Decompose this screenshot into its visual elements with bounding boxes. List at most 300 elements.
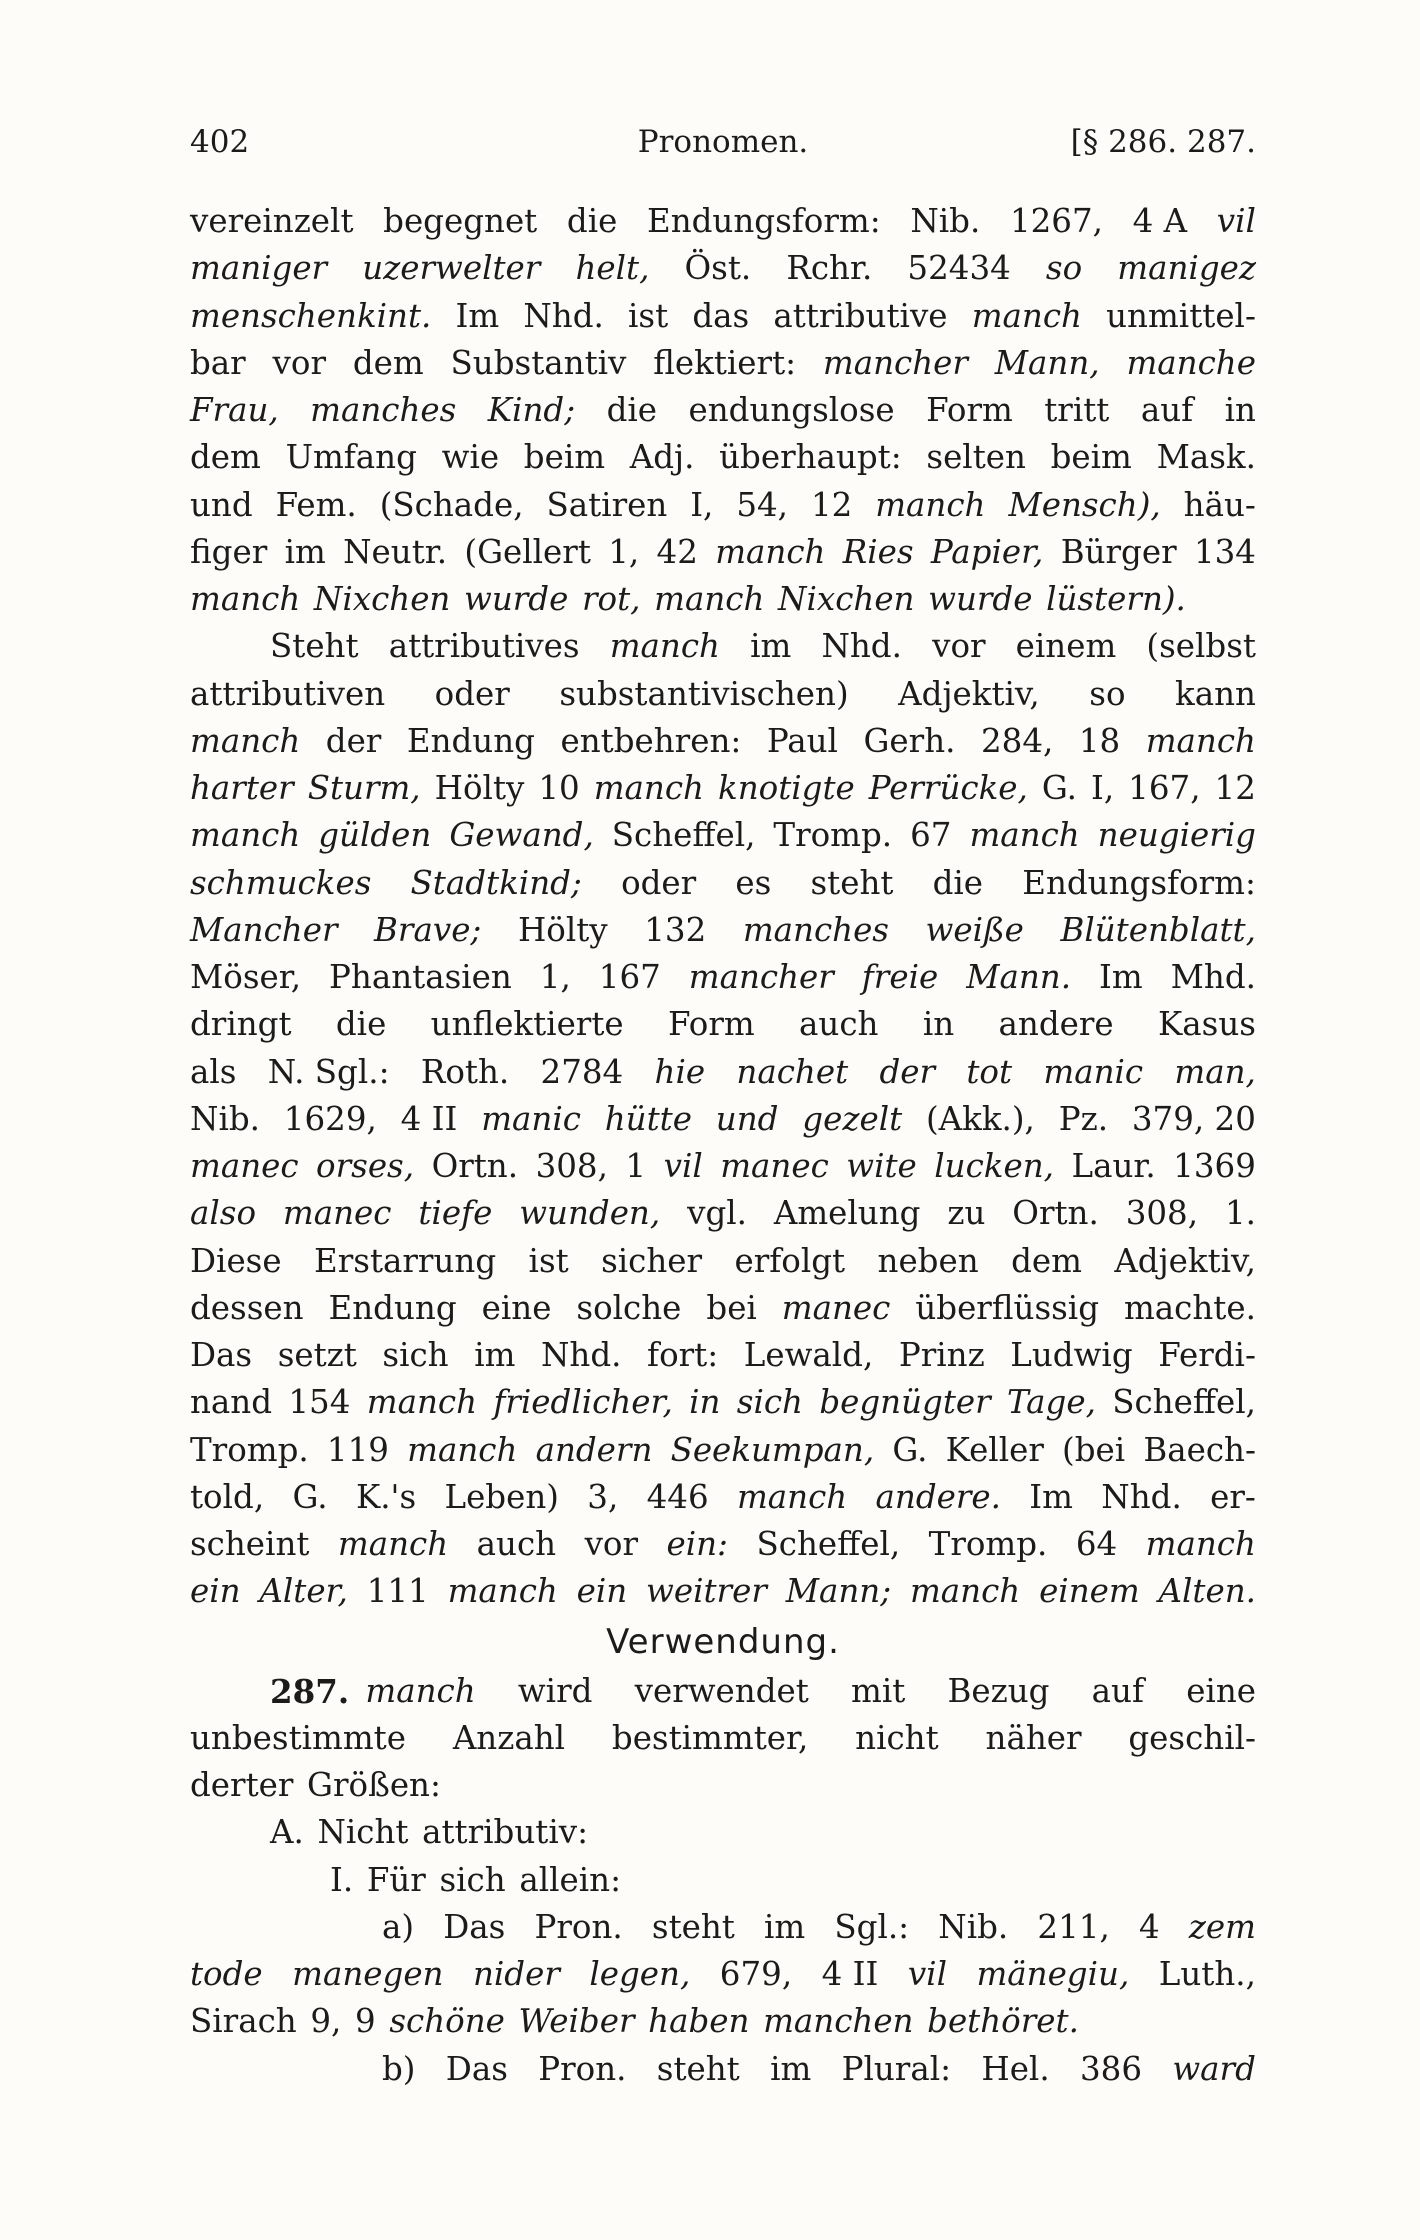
word: manch <box>337 1525 449 1563</box>
word: G. <box>892 1430 928 1469</box>
word: gezelt <box>802 1099 903 1138</box>
word: manch <box>366 1383 478 1422</box>
word: Adjektiv, <box>1114 1241 1256 1280</box>
word: Das <box>190 1336 253 1374</box>
word: dem <box>190 438 261 477</box>
word: man, <box>1174 1052 1256 1091</box>
word: geschil- <box>1128 1718 1256 1757</box>
section-range: [§ 286. 287. <box>1070 124 1256 160</box>
text-line <box>190 765 1256 812</box>
word: machte. <box>1123 1288 1256 1327</box>
word: Hölty <box>517 910 608 949</box>
word: 132 <box>644 910 707 949</box>
word: wie <box>441 438 500 477</box>
text-line <box>190 245 1256 292</box>
text-line <box>190 671 1256 718</box>
word: der <box>325 721 382 760</box>
word: andere <box>998 1005 1114 1044</box>
word: andere. <box>875 1477 1001 1516</box>
word: Nhd. <box>523 296 604 335</box>
word: im <box>750 627 792 666</box>
word: im <box>474 1336 516 1374</box>
word: ist <box>628 296 669 335</box>
word: Diese <box>190 1241 282 1280</box>
word: mänegiu, <box>976 1955 1130 1993</box>
word: Papier, <box>930 532 1044 571</box>
word: 64 <box>1075 1525 1118 1563</box>
word: Sturm, <box>307 769 421 807</box>
word: manic <box>1043 1052 1144 1091</box>
word: Mensch), <box>1008 485 1161 524</box>
word: b) <box>382 2049 416 2088</box>
word: Amelung <box>773 1194 921 1233</box>
text-line <box>190 1762 1256 1809</box>
text-line <box>190 1190 1256 1237</box>
word: 379, 20 <box>1131 1099 1256 1138</box>
text-line <box>190 1715 1256 1762</box>
text-line <box>190 623 1256 670</box>
word: wite <box>846 1147 917 1185</box>
word: 1629, <box>283 1099 377 1138</box>
text-line <box>190 434 1256 481</box>
word: eine <box>481 1288 552 1327</box>
word: begegnet <box>383 202 538 240</box>
word: tode <box>190 1955 263 1993</box>
word: dringt <box>190 1005 292 1044</box>
word: Umfang <box>285 438 417 477</box>
word: fort: <box>647 1336 719 1374</box>
word: freie <box>861 958 939 996</box>
word: überhaupt: <box>719 438 902 477</box>
word: Fem. <box>275 485 357 524</box>
word: im <box>770 2049 812 2088</box>
word: Endungsform: <box>1022 863 1256 902</box>
word: weitrer <box>646 1572 767 1611</box>
word: manche <box>1126 343 1256 382</box>
word: als <box>190 1052 237 1091</box>
word: manch <box>190 580 301 618</box>
word: Mancher <box>190 910 338 949</box>
word: gülden <box>318 816 432 855</box>
word: K.'s <box>355 1477 417 1516</box>
text-line <box>190 1332 1256 1379</box>
word: (Schade, <box>379 485 524 524</box>
text-line <box>190 576 1256 623</box>
word: nand <box>190 1383 273 1422</box>
word: häu- <box>1183 485 1256 524</box>
word: 1 <box>625 1147 647 1185</box>
word: substantivischen) <box>559 674 849 713</box>
word: manchen <box>763 2002 914 2041</box>
word: 308, <box>535 1147 608 1185</box>
word: 4 A <box>1132 202 1188 240</box>
word: Tromp. <box>773 816 893 855</box>
word: Bezug <box>947 1671 1050 1710</box>
word: vil <box>1216 202 1256 240</box>
word: Mhd. <box>1170 958 1256 996</box>
word: Nixchen <box>778 580 915 618</box>
word: harter <box>190 769 294 807</box>
word: manch <box>1145 721 1256 760</box>
word: die <box>335 1005 387 1044</box>
word: manch <box>969 816 1080 855</box>
word: Brave; <box>374 910 482 949</box>
word: Bürger <box>1060 532 1177 571</box>
word: Für <box>366 1860 426 1899</box>
text-line <box>190 482 1256 529</box>
word: menschenkint. <box>190 296 432 335</box>
word: manegen <box>292 1955 444 1993</box>
word: 54, <box>736 485 788 524</box>
word: näher <box>985 1718 1082 1757</box>
word: Pron. <box>538 2049 627 2088</box>
word: Alten. <box>1158 1572 1256 1611</box>
word: 12 <box>810 485 853 524</box>
word: Tromp. <box>190 1430 309 1469</box>
word: es <box>735 863 772 902</box>
word: Neutr. <box>343 532 448 571</box>
word: 9, <box>310 2002 342 2041</box>
word: manch <box>654 580 765 618</box>
word: G. <box>1041 769 1077 807</box>
word: 67 <box>910 816 952 855</box>
word: 2784 <box>540 1052 624 1091</box>
word: helt, <box>575 249 650 288</box>
word: I. <box>330 1860 354 1899</box>
word: nachet <box>736 1052 849 1091</box>
word: Pz. <box>1058 1099 1109 1138</box>
word: Ludwig <box>1010 1336 1133 1374</box>
word: I, <box>1091 769 1115 807</box>
word: Form <box>926 391 1013 429</box>
word: überflüssig <box>915 1288 1099 1327</box>
word: in <box>922 1005 955 1044</box>
word: manch <box>190 816 301 855</box>
word: andern <box>535 1430 653 1469</box>
word: Perrücke, <box>868 769 1028 807</box>
word: auf <box>1091 1671 1144 1710</box>
text-line <box>190 529 1256 576</box>
text-line <box>190 198 1256 245</box>
text-line <box>190 1427 1256 1474</box>
word: das <box>692 296 750 335</box>
word: 111 <box>366 1572 429 1611</box>
word: tot <box>966 1052 1013 1091</box>
text-line <box>190 1857 1256 1904</box>
word: vil <box>907 1955 947 1993</box>
word: der <box>879 1052 936 1091</box>
word: oder <box>621 863 697 902</box>
word: 167, <box>1128 769 1201 807</box>
word: einem <box>1039 1572 1140 1611</box>
text-line <box>190 907 1256 954</box>
word: Gewand, <box>449 816 594 855</box>
word: lucken, <box>934 1147 1054 1185</box>
word: wurde <box>928 580 1033 618</box>
word: und <box>190 485 253 524</box>
word: Prinz <box>898 1336 985 1374</box>
word: tritt <box>1044 391 1110 429</box>
text-line <box>190 1474 1256 1521</box>
word: Steht <box>270 627 359 666</box>
word: vgl. <box>687 1194 747 1233</box>
word: ein <box>576 1572 628 1611</box>
word: mit <box>851 1671 906 1710</box>
word: dem <box>352 343 424 382</box>
word: Kind; <box>487 391 576 429</box>
word: selten <box>926 438 1026 477</box>
word: Anzahl <box>452 1718 566 1757</box>
word: Nixchen <box>313 580 451 618</box>
word: vor <box>272 343 327 382</box>
word: manigez <box>1117 249 1256 288</box>
word: die <box>566 202 618 240</box>
word: Nhd. <box>540 1336 622 1374</box>
word: rot, <box>581 580 641 618</box>
word: manec <box>282 1194 392 1233</box>
text-line <box>190 1521 1256 1568</box>
word: I, <box>690 485 714 524</box>
word: also <box>190 1194 257 1233</box>
word: Weiber <box>518 2002 635 2041</box>
word: attributiv: <box>422 1813 589 1852</box>
word: Blütenblatt, <box>1060 910 1256 949</box>
word: Ortn. <box>1012 1194 1099 1233</box>
word: vor <box>932 627 986 666</box>
word: neben <box>877 1241 979 1280</box>
word: Im <box>455 296 500 335</box>
word: unmittel- <box>1106 296 1256 335</box>
text-line <box>190 1238 1256 1285</box>
word: schmuckes <box>190 863 372 902</box>
word: manches <box>742 910 889 949</box>
word: bar <box>190 343 246 382</box>
word: 3, <box>587 1477 619 1516</box>
word: tiefe <box>418 1194 493 1233</box>
word: Scheffel, <box>756 1525 901 1563</box>
page-number: 402 <box>190 124 250 160</box>
word: Pron. <box>534 1907 623 1946</box>
word: wird <box>517 1671 593 1710</box>
word: Im <box>1029 1477 1073 1516</box>
word: Tage, <box>1007 1383 1096 1422</box>
word: Roth. <box>420 1052 510 1091</box>
word: Scheffel, <box>1112 1383 1256 1422</box>
word: wurde <box>464 580 569 618</box>
word: Mann, <box>994 343 1100 382</box>
word: ward <box>1172 2049 1256 2088</box>
word: steht <box>651 1907 735 1946</box>
word: die <box>932 863 984 902</box>
word: Mann. <box>966 958 1072 996</box>
text-line <box>190 1998 1256 2045</box>
word: solche <box>576 1288 682 1327</box>
word: manches <box>310 391 457 429</box>
word: ist <box>528 1241 569 1280</box>
word: 4 II <box>400 1099 458 1138</box>
word: Rchr. <box>786 249 873 288</box>
word: schöne <box>389 2002 505 2041</box>
word: Seekumpan, <box>670 1430 875 1469</box>
word: verwendet <box>634 1671 809 1710</box>
word: Satiren <box>546 485 668 524</box>
word: Hel. <box>981 2049 1050 2088</box>
word: manch <box>447 1572 558 1611</box>
word: Luth., <box>1158 1955 1256 1993</box>
word: manch <box>875 485 986 524</box>
word: Nicht <box>317 1813 409 1852</box>
section-first-line <box>190 1668 1256 1715</box>
word: nider <box>472 1955 560 1993</box>
text-line <box>190 1951 1256 1998</box>
word: 446 <box>646 1477 709 1516</box>
word: steht <box>810 863 894 902</box>
word: vil <box>663 1147 703 1185</box>
word: kann <box>1175 674 1256 713</box>
text-line <box>190 387 1256 434</box>
word: 12 <box>1214 769 1256 807</box>
word: eine <box>1186 1671 1256 1710</box>
word: ein: <box>666 1525 729 1563</box>
word: im <box>764 1907 806 1946</box>
word: manch <box>593 769 704 807</box>
word: Ferdi- <box>1158 1336 1256 1374</box>
word: zu <box>947 1194 986 1233</box>
word: manch <box>715 532 826 571</box>
word: mancher <box>688 958 834 996</box>
word: in <box>1224 391 1256 429</box>
word: 42 <box>656 532 698 571</box>
word: figer <box>190 532 268 571</box>
word: setzt <box>277 1336 357 1374</box>
word: nicht <box>855 1718 939 1757</box>
word: Nib. <box>190 1099 260 1138</box>
word: auch <box>476 1525 557 1563</box>
word: 1. <box>1224 1194 1256 1233</box>
word: told, <box>190 1477 265 1516</box>
word: Möser, <box>190 958 302 996</box>
word: 167 <box>598 958 661 996</box>
word: Leben) <box>444 1477 559 1516</box>
word: a) <box>382 1907 415 1946</box>
word: 10 <box>538 769 580 807</box>
word: hütte <box>604 1099 692 1138</box>
text-line <box>190 1568 1256 1615</box>
word: Nhd. <box>821 627 902 666</box>
main-text <box>190 198 1256 2093</box>
word: maniger <box>190 249 328 288</box>
text-line <box>190 812 1256 859</box>
word: Plural: <box>841 2049 952 2088</box>
word: manch <box>190 721 301 760</box>
word: friedlicher, <box>493 1383 673 1422</box>
word: 1369 <box>1173 1147 1256 1185</box>
word: erfolgt <box>734 1241 846 1280</box>
word: Erstarrung <box>314 1241 497 1280</box>
text-line <box>190 718 1256 765</box>
text-line <box>365 1668 1256 1715</box>
word: attributives <box>388 627 580 666</box>
word: Lewald, <box>743 1336 874 1374</box>
word: bestimmter, <box>611 1718 809 1757</box>
word: 1, <box>539 958 571 996</box>
word: vereinzelt <box>190 202 354 240</box>
word: A. <box>270 1813 304 1852</box>
word: vor <box>584 1525 639 1563</box>
section-number: 287. <box>270 1671 350 1711</box>
word: 119 <box>326 1430 389 1469</box>
word: sich <box>439 1860 506 1899</box>
text-line <box>190 1001 1256 1048</box>
word: auch <box>799 1005 879 1044</box>
word: (selbst <box>1146 627 1256 666</box>
word: 284, <box>980 721 1054 760</box>
word: 4 II <box>821 1955 879 1993</box>
word: Ries <box>842 532 914 571</box>
word: manch <box>609 627 720 666</box>
word: Stadtkind; <box>410 863 582 902</box>
word: 679, <box>719 1955 793 1993</box>
word: lüstern). <box>1046 580 1186 618</box>
word: manch <box>909 1572 1021 1611</box>
word: 211, <box>1037 1907 1110 1946</box>
word: Adjektiv, <box>898 674 1040 713</box>
word: so <box>1045 249 1083 288</box>
text-line <box>190 954 1256 1001</box>
word: manec <box>190 1147 299 1185</box>
word: er- <box>1210 1477 1256 1516</box>
text-line <box>190 1143 1256 1190</box>
word: knotigte <box>718 769 855 807</box>
word: Größen: <box>307 1766 441 1804</box>
word: 386 <box>1079 2049 1143 2088</box>
word: 134 <box>1193 532 1256 571</box>
word: 308, <box>1125 1194 1199 1233</box>
word: sicher <box>601 1241 703 1280</box>
word: dem <box>1011 1241 1082 1280</box>
word: uzerwelter <box>362 249 541 288</box>
word: attributive <box>773 296 948 335</box>
word: Phantasien <box>329 958 512 996</box>
text-line <box>190 293 1256 340</box>
word: 52434 <box>907 249 1011 288</box>
text-line <box>190 340 1256 387</box>
word: Keller <box>945 1430 1044 1469</box>
word: mancher <box>822 343 968 382</box>
word: Baech- <box>1143 1430 1256 1469</box>
word: weiße <box>925 910 1024 949</box>
word: (bei <box>1062 1430 1126 1469</box>
word: Nhd. <box>1101 1477 1182 1516</box>
word: einem <box>1015 627 1117 666</box>
word: endungslose <box>688 391 895 429</box>
word: oder <box>434 674 510 713</box>
word: Endung <box>406 721 535 760</box>
word: begnügter <box>819 1383 991 1422</box>
word: (Gellert <box>464 532 591 571</box>
word: Mask. <box>1156 438 1256 477</box>
word: orses, <box>316 1147 415 1185</box>
word: Das <box>445 2049 508 2088</box>
text-line <box>190 1809 1256 1856</box>
word: scheint <box>190 1525 310 1563</box>
word: 1267, <box>1009 202 1103 240</box>
word: manch <box>407 1430 518 1469</box>
word: Alter, <box>259 1572 348 1611</box>
text-line <box>190 1904 1256 1951</box>
word: Adj. <box>629 438 695 477</box>
word: flektiert: <box>653 343 797 382</box>
